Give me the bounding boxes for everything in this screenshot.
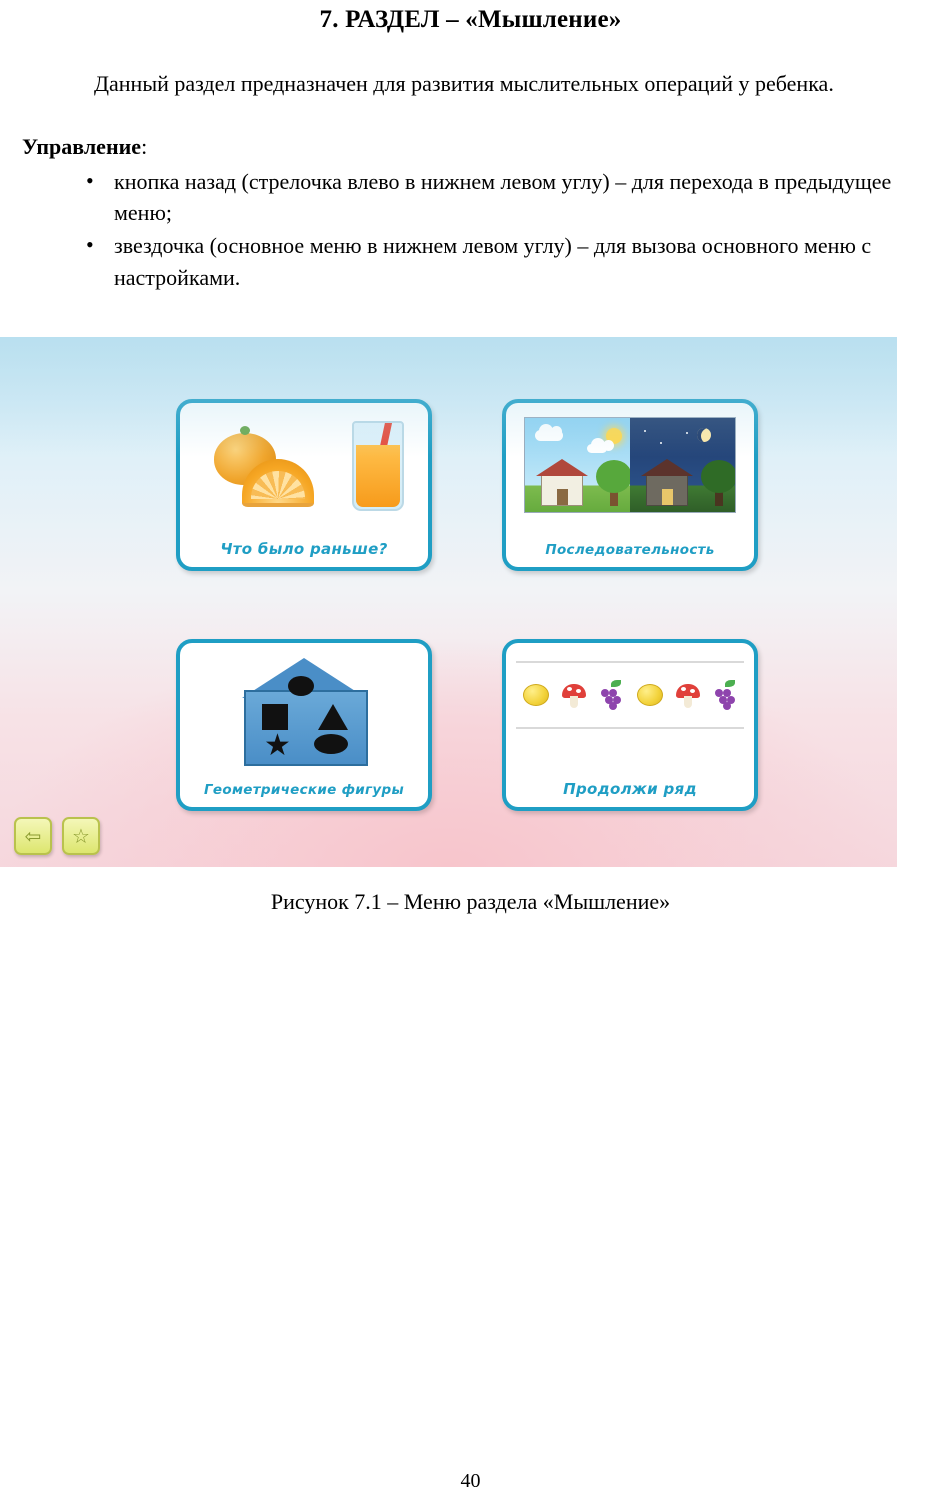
door-shape: [662, 489, 673, 505]
orange-juice-thumb: [180, 403, 428, 540]
grape-berry: [723, 702, 731, 710]
cloud-icon: [535, 430, 563, 441]
menu-card-label: Геометрические фигуры: [204, 781, 404, 798]
list-item: • звездочка (основное меню в нижнем левом углу) – для вызова основного меню с настройками.: [78, 230, 919, 292]
scene-day-half: [525, 418, 630, 512]
scene-night-half: [630, 418, 735, 512]
sequence-row: [516, 661, 744, 729]
mushroom-stem: [684, 696, 692, 708]
app-screen: [0, 337, 897, 867]
house-icon: [541, 474, 583, 506]
menu-card-geometric-figures[interactable]: [176, 639, 432, 811]
grapes-icon: [713, 682, 737, 708]
main-menu-star-button[interactable]: [62, 817, 100, 855]
star-icon: [686, 432, 688, 434]
mushroom-icon: [562, 682, 586, 708]
juice-glass-icon: [352, 421, 404, 511]
day-night-scene-thumb: [506, 403, 754, 542]
lemon-icon: [637, 684, 663, 706]
tree-icon: [610, 486, 618, 506]
menu-card-what-was-earlier[interactable]: [176, 399, 432, 571]
figure-caption: Рисунок 7.1 – Меню раздела «Мышление»: [270, 888, 671, 914]
controls-list: [22, 166, 919, 293]
intro-paragraph: Данный раздел предназначен для развития мыслительных операций у ребенка.: [94, 71, 834, 96]
lemon-icon: [523, 684, 549, 706]
menu-grid: [176, 399, 776, 811]
star-icon: [644, 430, 646, 432]
geometric-house-image: [244, 658, 364, 766]
house-icon: [646, 474, 688, 506]
menu-card-label: Продолжи ряд: [563, 779, 697, 798]
menu-card-label: Что было раньше?: [220, 539, 388, 558]
sequence-row-thumb: [506, 643, 754, 780]
back-button[interactable]: [14, 817, 52, 855]
triangle-shape: [318, 704, 348, 730]
list-item: • кнопка назад (стрелочка влево в нижнем левом углу) – для перехода в предыдущее меню;: [78, 166, 919, 228]
figure-screenshot: [0, 337, 897, 867]
door-shape: [557, 489, 568, 505]
page-number: 40: [460, 1470, 481, 1492]
mushroom-stem: [570, 696, 578, 708]
bottom-button-bar: [14, 817, 100, 855]
star-icon: [660, 442, 662, 444]
mushroom-icon: [676, 682, 700, 708]
menu-card-continue-row[interactable]: [502, 639, 758, 811]
menu-card-label: Последовательность: [545, 541, 715, 558]
grape-berry: [609, 702, 617, 710]
geometric-house-thumb: [180, 643, 428, 782]
page-title: 7. РАЗДЕЛ – «Мышление»: [319, 6, 622, 33]
controls-heading-label: Управление: [22, 133, 142, 159]
document-page: [0, 6, 941, 1509]
menu-card-sequence[interactable]: [502, 399, 758, 571]
arrow-left-icon: ⇦: [24, 823, 42, 848]
grapes-icon: [599, 682, 623, 708]
moon-icon: [697, 428, 711, 442]
grape-leaf: [611, 680, 621, 687]
square-shape: [262, 704, 288, 730]
scene-image: [524, 417, 736, 513]
juice-fill: [356, 445, 400, 507]
cloud-icon: [587, 444, 607, 453]
star-icon: ☆: [72, 823, 90, 848]
grape-leaf: [725, 680, 735, 687]
controls-heading: [22, 134, 919, 160]
tree-icon: [715, 486, 723, 506]
controls-heading-colon: :: [141, 133, 148, 159]
